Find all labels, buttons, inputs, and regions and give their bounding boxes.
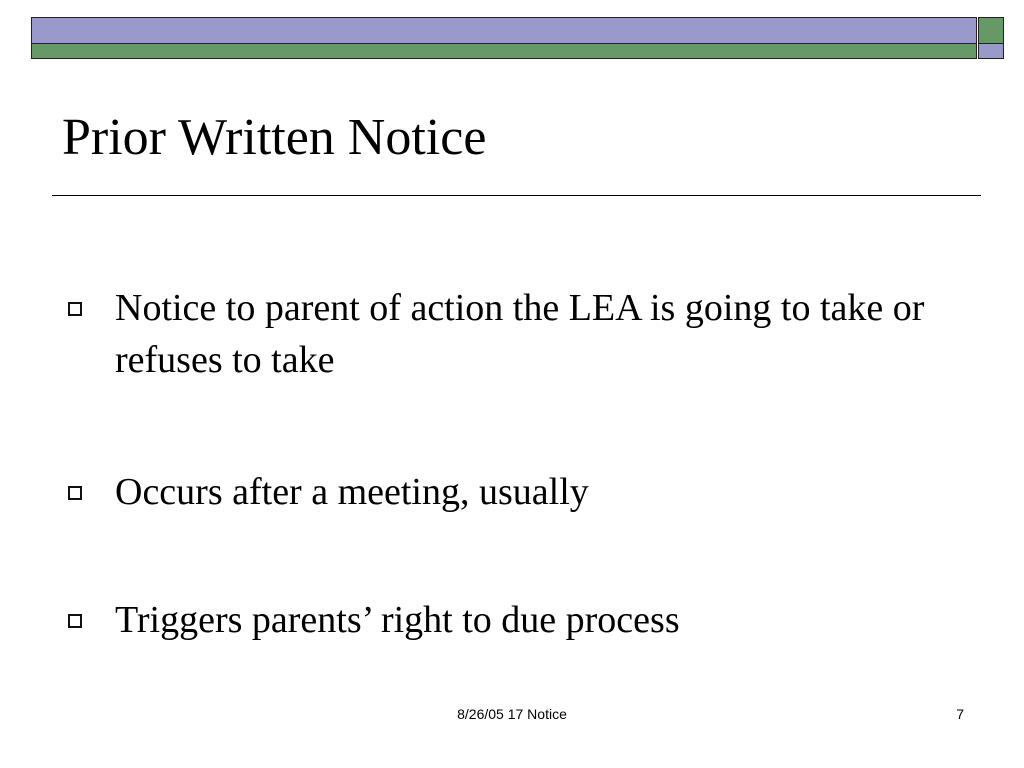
header-square-green (978, 17, 1004, 43)
hollow-square-bullet-icon (68, 486, 82, 500)
bullet-item (68, 594, 968, 646)
title-divider (52, 195, 981, 196)
bullet-item (68, 282, 968, 386)
slide-title: Prior Written Notice (62, 109, 487, 166)
header-band-green (31, 43, 977, 59)
hollow-square-bullet-icon (68, 614, 82, 628)
header-square-purple (978, 43, 1004, 59)
bullet-text: Triggers parents’ right to due process (115, 599, 680, 641)
page-number: 7 (956, 706, 964, 722)
slide-footer: 8/26/05 17 Notice (457, 706, 567, 722)
header-band-purple (31, 17, 977, 43)
bullet-text: Occurs after a meeting, usually (115, 471, 589, 513)
bullet-list (68, 282, 968, 646)
bullet-text: Notice to parent of action the LEA is going to take or refuses to take (115, 287, 925, 381)
hollow-square-bullet-icon (68, 302, 82, 316)
bullet-item (68, 466, 968, 518)
